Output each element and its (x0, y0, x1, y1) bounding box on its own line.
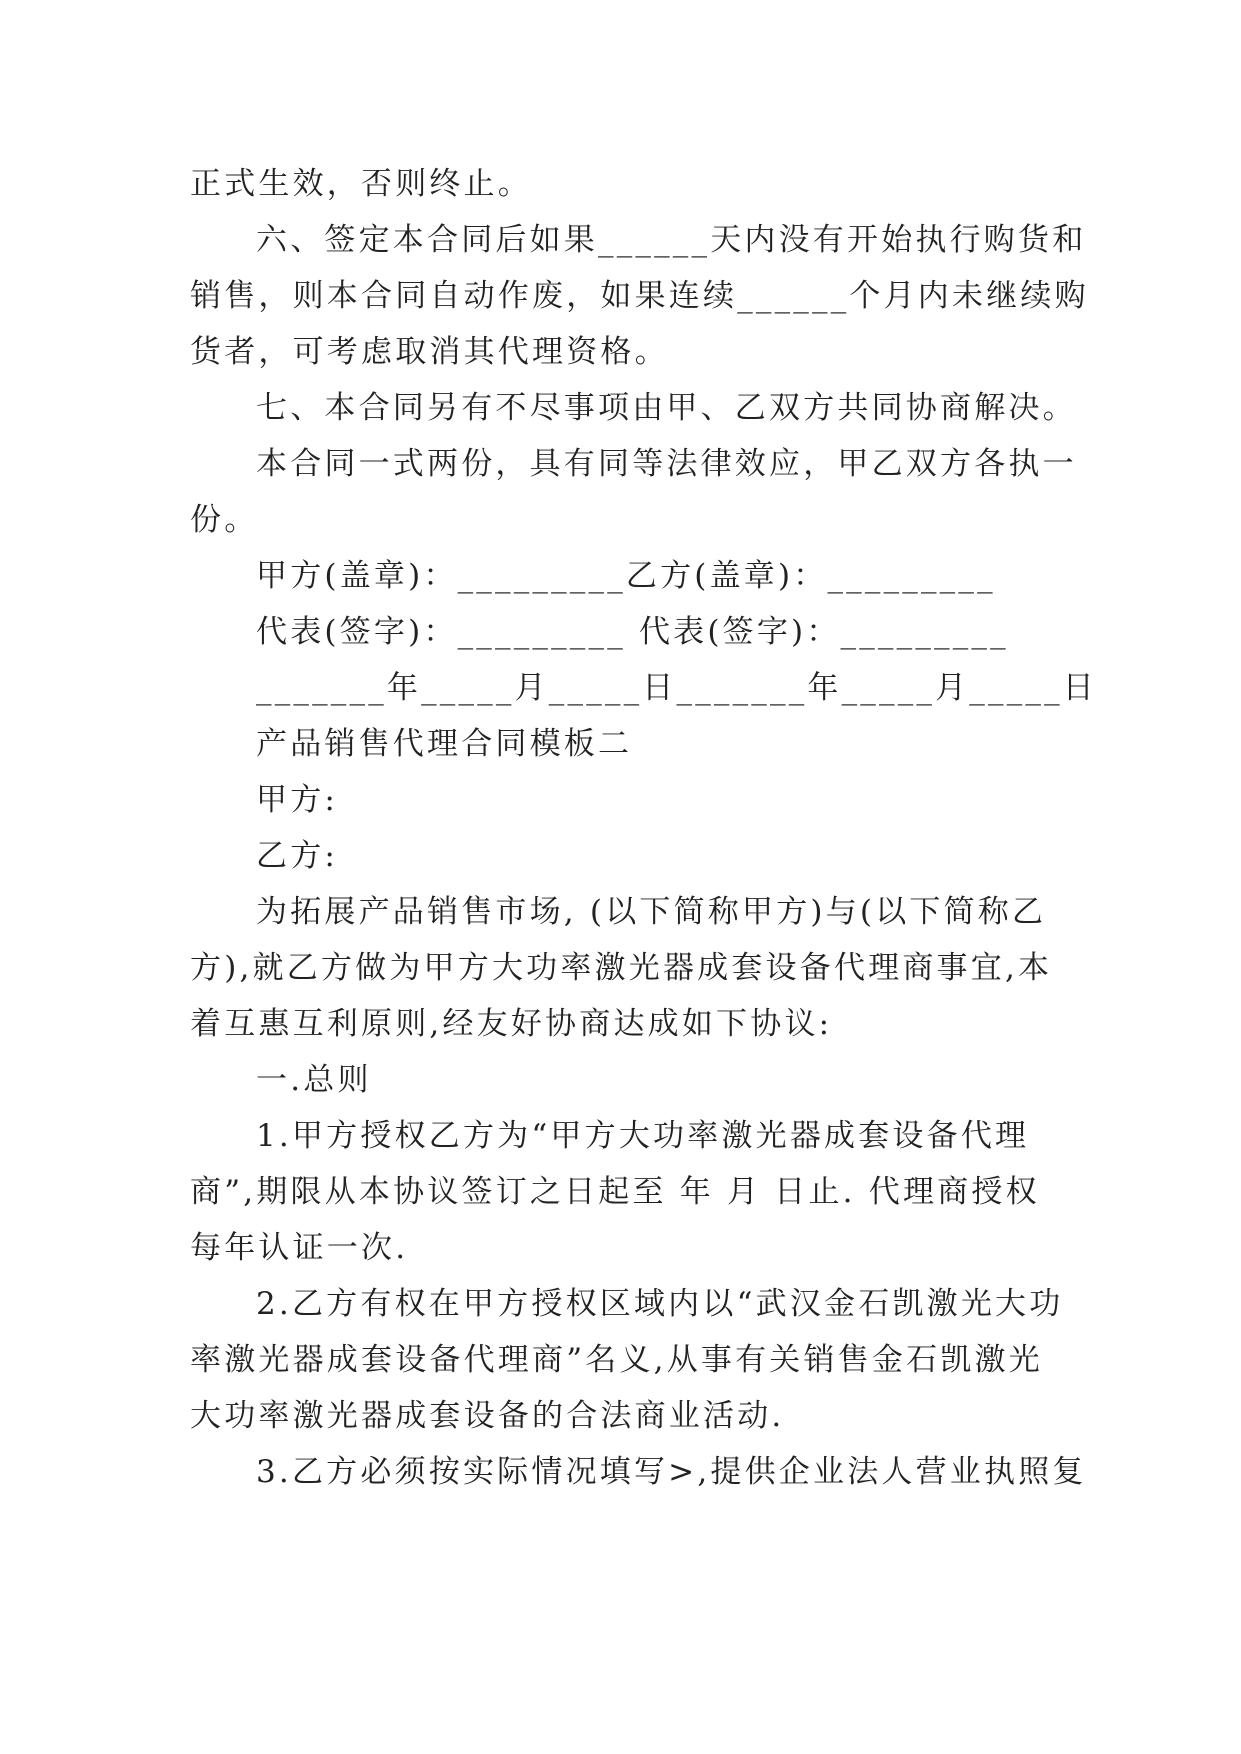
text-line: 率激光器成套设备代理商”名义,从事有关销售金石凯激光 (190, 1342, 1043, 1378)
text-line: 销售，则本合同自动作废，如果连续______个月内未继续购 (190, 278, 1089, 314)
party-a-label: 甲方: (256, 782, 339, 818)
signature-line: 甲方(盖章)：_________乙方(盖章)：_________ (256, 558, 996, 594)
text-line: 本合同一式两份，具有同等法律效应，甲乙双方各执一 (256, 446, 1077, 482)
text-line: 货者，可考虑取消其代理资格。 (190, 334, 669, 370)
text-line: 每年认证一次. (190, 1230, 409, 1266)
text-line: 正式生效，否则终止。 (190, 166, 532, 202)
text-line: 商”,期限从本协议签订之日起至 年 月 日止. 代理商授权 (190, 1174, 1040, 1210)
text-line: 着互惠互利原则,经友好协商达成如下协议: (190, 1006, 833, 1042)
text-line: 方),就乙方做为甲方大功率激光器成套设备代理商事宜,本 (190, 950, 1053, 986)
text-line: 大功率激光器成套设备的合法商业活动. (190, 1398, 785, 1434)
section-title: 产品销售代理合同模板二 (256, 726, 633, 762)
text-line: 3.乙方必须按实际情况填写>,提供企业法人营业执照复 (256, 1454, 1087, 1490)
clause-heading: 一.总则 (256, 1062, 372, 1098)
date-line: _______年_____月_____日_______年_____月_____日 (256, 670, 1097, 706)
party-b-label: 乙方: (256, 838, 339, 874)
text-line: 七、本合同另有不尽事项由甲、乙双方共同协商解决。 (256, 390, 1077, 426)
text-line: 为拓展产品销售市场, (以下简称甲方)与(以下简称乙 (256, 894, 1047, 930)
text-line: 份。 (190, 502, 259, 538)
text-line: 六、签定本合同后如果______天内没有开始执行购货和 (256, 222, 1087, 258)
text-line: 1.甲方授权乙方为“甲方大功率激光器成套设备代理 (256, 1118, 1030, 1154)
signature-line: 代表(签字)：_________ 代表(签字)：_________ (256, 614, 1009, 650)
text-line: 2.乙方有权在甲方授权区域内以“武汉金石凯激光大功 (256, 1286, 1064, 1322)
